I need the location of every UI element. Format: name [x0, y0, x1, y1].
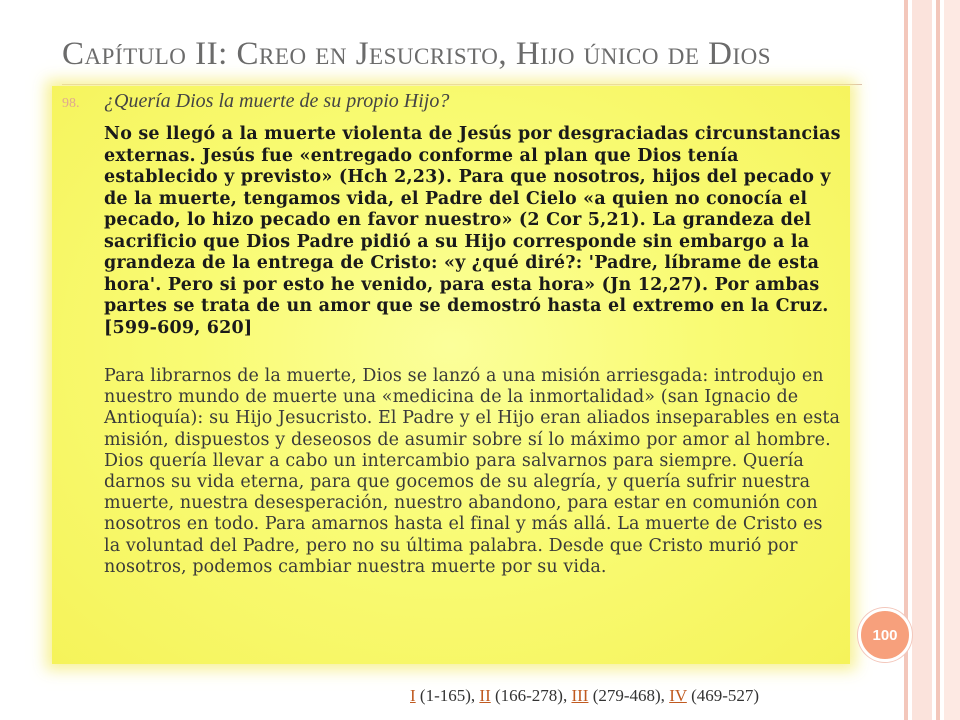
section-link-ii[interactable]: II	[479, 686, 491, 705]
decorative-stripe	[912, 0, 932, 720]
section-range-iv: (469-527)	[686, 686, 760, 705]
section-link-iii[interactable]: III	[571, 686, 589, 705]
section-range-i: (1-165),	[415, 686, 480, 705]
section-range-iii: (279-468),	[588, 686, 670, 705]
answer-paragraph: Para librarnos de la muerte, Dios se lanzó a una misión arriesgada: introdujo en nuestro mundo de muerte una «medicina de la inmortalidad» (san Ignacio de Antioquía): su Hijo Jesucristo. El Padre y el Hijo eran aliados inseparables en esta misión, dispuestos y deseosos de asumir sobre sí lo máximo por amor al hombre. Dios quería llevar a cabo un intercambio para salvarnos para siempre. Quería darnos su vida eterna, para que gocemos de su alegría, y quería sufrir nuestra muerte, nuestra desesperación, nuestro abandono, para estar en comunión con nosotros en todo. Para amarnos hasta el final y más allá. La muerte de Cristo es la voluntad del Padre, pero no su última palabra. Desde que Cristo murió por nosotros, podemos cambiar nuestra muerte por su vida.	[104, 366, 841, 577]
page-number-badge: 100	[858, 608, 912, 662]
question-heading: ¿Quería Dios la muerte de su propio Hijo?	[104, 90, 450, 112]
decorative-stripe	[904, 0, 908, 720]
answer-paragraph-bold: No se llegó a la muerte violenta de Jesús por desgraciadas circunstancias externas. Jesús fue «entregado conforme al plan que Dios tenía establecido y previsto» (Hch 2,23). Para que nosotros, hijos del pecado y de la muerte, tengamos vida, el Padre del Cielo «a quien no conocía el pecado, lo hizo pecado en favor nuestro» (2 Cor 5,21). La grandeza del sacrificio que Dios Padre pidió a su Hijo corresponde sin embargo a la grandeza de la entrega de Cristo: «y ¿qué diré?: 'Padre, líbrame de esta hora'. Pero si por esto he venido, para esta hora» (Jn 12,27). Por ambas partes se trata de un amor que se demostró hasta el extremo en la Cruz. [599-609, 620]	[104, 124, 841, 338]
section-link-iv[interactable]: IV	[669, 686, 687, 705]
footer-section-links	[410, 686, 759, 706]
question-number: 98.	[62, 96, 80, 111]
decorative-stripe	[936, 0, 940, 720]
section-range-ii: (166-278),	[490, 686, 572, 705]
section-link-i[interactable]: I	[410, 686, 416, 705]
decorative-stripe	[944, 0, 960, 720]
title-divider	[62, 84, 862, 85]
slide-title: Capítulo II: Creo en Jesucristo, Hijo único de Dios	[62, 36, 772, 72]
